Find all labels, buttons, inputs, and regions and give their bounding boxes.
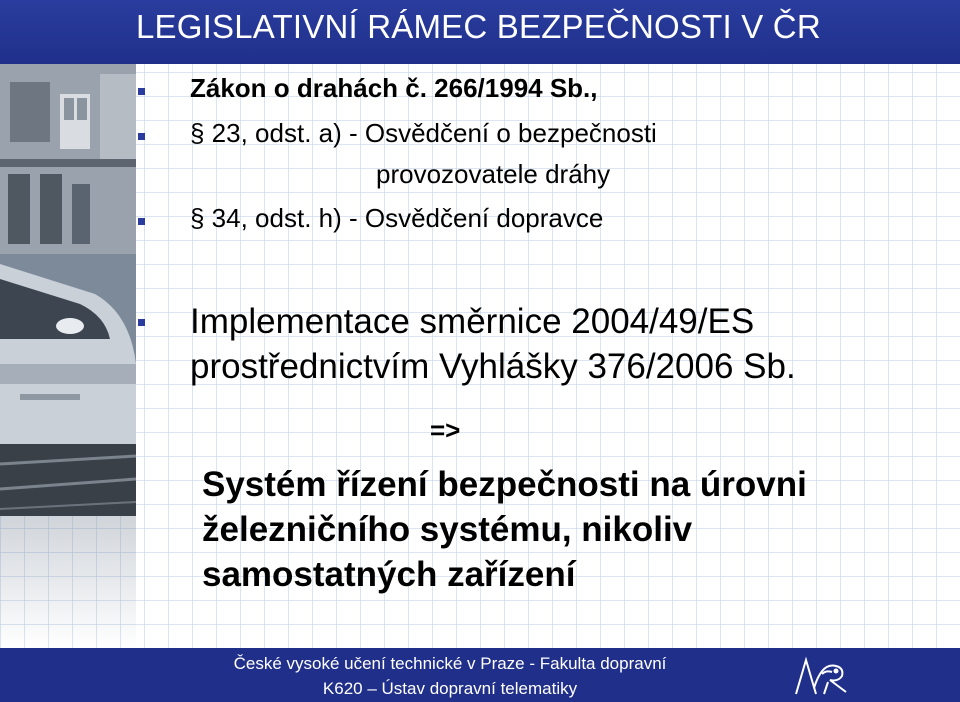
bullet-square [138, 319, 145, 326]
train-photo-graphic [0, 64, 136, 516]
ctu-lion-logo-icon [792, 652, 852, 698]
paragraph-34-text: § 34, odst. h) - Osvědčení dopravce [190, 203, 604, 233]
system-line-1: Systém řízení bezpečnosti na úrovni [202, 465, 807, 504]
photo-fade [0, 516, 136, 648]
bullet-square [138, 133, 145, 140]
train-station-photo [0, 64, 136, 516]
bullet-square [138, 88, 145, 95]
footer-department: K620 – Ústav dopravní telematiky [322, 679, 578, 698]
paragraph-23-continuation: provozovatele dráhy [376, 159, 611, 189]
arrow-text: => [430, 415, 461, 445]
title-bar [0, 0, 960, 64]
paragraph-23-text: § 23, odst. a) - Osvědčení o bezpečnosti [190, 118, 657, 148]
law-text: Zákon o drahách č. 266/1994 Sb., [190, 73, 598, 103]
system-line-2: železničního systému, nikoliv [202, 510, 693, 549]
bullet-square [138, 218, 145, 225]
implementation-line-1: Implementace směrnice 2004/49/ES [190, 302, 755, 341]
system-line-3: samostatných zařízení [202, 555, 576, 594]
slide-title: LEGISLATIVNÍ RÁMEC BEZPEČNOSTI V ČR [136, 8, 821, 45]
implementation-line-2: prostřednictvím Vyhlášky 376/2006 Sb. [190, 347, 796, 386]
footer-university: České vysoké učení technické v Praze - Fakulta dopravní [233, 654, 667, 673]
slide-content [138, 70, 948, 640]
